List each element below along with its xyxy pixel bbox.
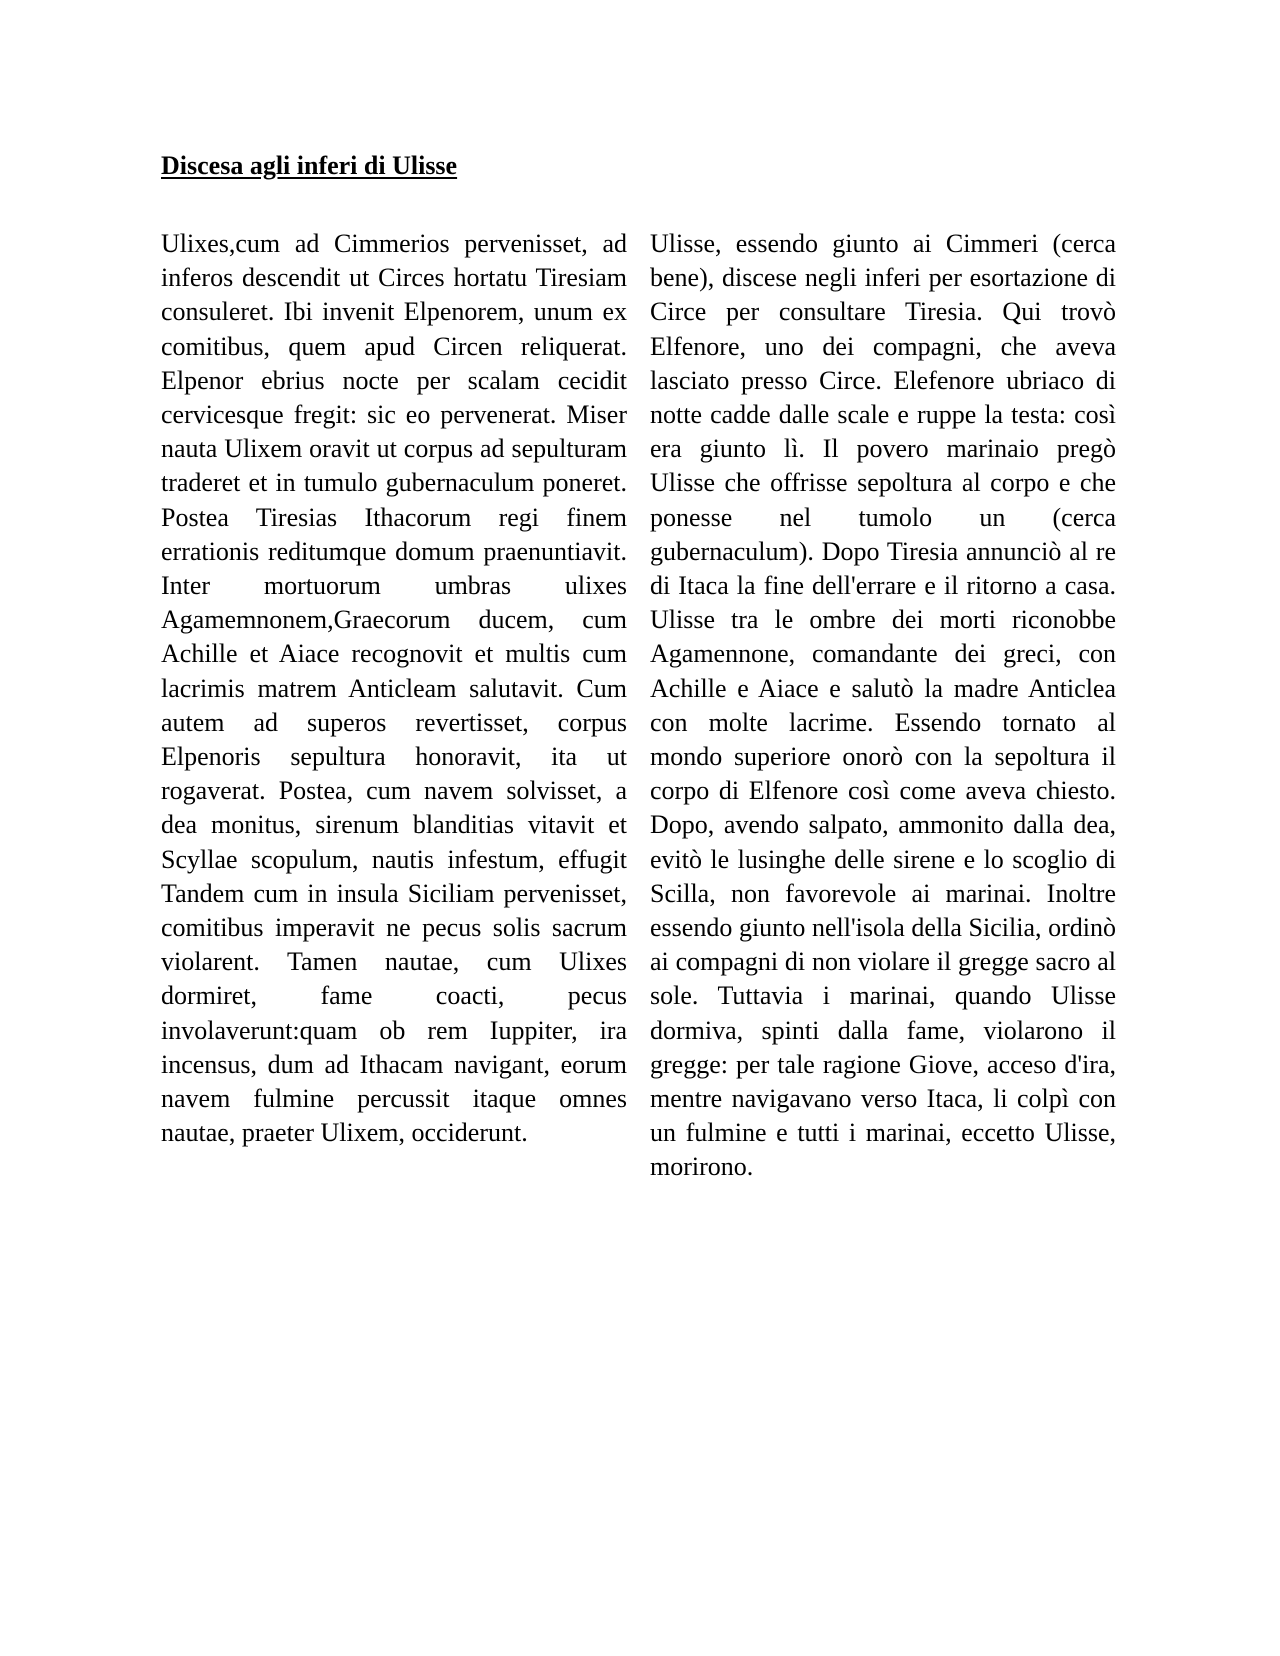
italian-translation-column: Ulisse, essendo giunto ai Cimmeri (cerca bene), discese negli inferi per esortazione di Circe per consultare Tiresia. Qui trovò Elfenore, uno dei compagni, che aveva lasciato presso Circe. Elefenore ubriaco di notte cadde dalle scale e ruppe la testa: così era giunto lì. Il povero marinaio pregò Ulisse che offrisse sepoltura al corpo e che ponesse nel tumolo un (cerca gubernaculum). Dopo Tiresia annunciò al re di Itaca la fine dell'errare e il ritorno a casa. Ulisse tra le ombre dei morti riconobbe Agamennone, comandante dei greci, con Achille e Aiace e salutò la madre Anticlea con molte lacrime. Essendo tornato al mondo superiore onorò con la sepoltura il corpo di Elfenore così come aveva chiesto. Dopo, avendo salpato, ammonito dalla dea, evitò le lusinghe delle sirene e lo scoglio di Scilla, non favorevole ai marinai. Inoltre essendo giunto nell'isola della Sicilia, ordinò ai compagni di non violare il gregge sacro al sole. Tuttavia i marinai, quando Ulisse dormiva, spinti dalla fame, violarono il gregge: per tale ragione Giove, acceso d'ira, mentre navigavano verso Itaca, li colpì con un fulmine e tutti i marinai, eccetto Ulisse, morirono.: [650, 229, 1116, 1182]
document-title: Discesa agli inferi di Ulisse: [161, 151, 458, 180]
latin-text-column: Ulixes,cum ad Cimmerios pervenisset, ad inferos descendit ut Circes hortatu Tiresiam consuleret. Ibi invenit Elpenorem, unum ex comitibus, quem apud Circen reliquerat. Elpenor ebrius nocte per scalam cecidit cervicesque fregit: sic eo pervenerat. Miser nauta Ulixem oravit ut corpus ad sepulturam traderet et in tumulo gubernaculum poneret. Postea Tiresias Ithacorum regi finem errationis reditumque domum praenuntiavit. Inter mortuorum umbras ulixes Agamemnonem,Graecorum ducem, cum Achille et Aiace recognovit et multis cum lacrimis matrem Anticleam salutavit. Cum autem ad superos revertisset, corpus Elpenoris sepultura honoravit, ita ut rogaverat. Postea, cum navem solvisset, a dea monitus, sirenum blanditias vitavit et Scyllae scopulum, nautis infestum, effugit Tandem cum in insula Siciliam pervenisset, comitibus imperavit ne pecus solis sacrum violarent. Tamen nautae, cum Ulixes dormiret, fame coacti, pecus involaverunt:quam ob rem Iuppiter, ira incensus, dum ad Ithacam navigant, eorum navem fulmine percussit itaque omnes nautae, praeter Ulixem, occiderunt.: [161, 229, 627, 1148]
